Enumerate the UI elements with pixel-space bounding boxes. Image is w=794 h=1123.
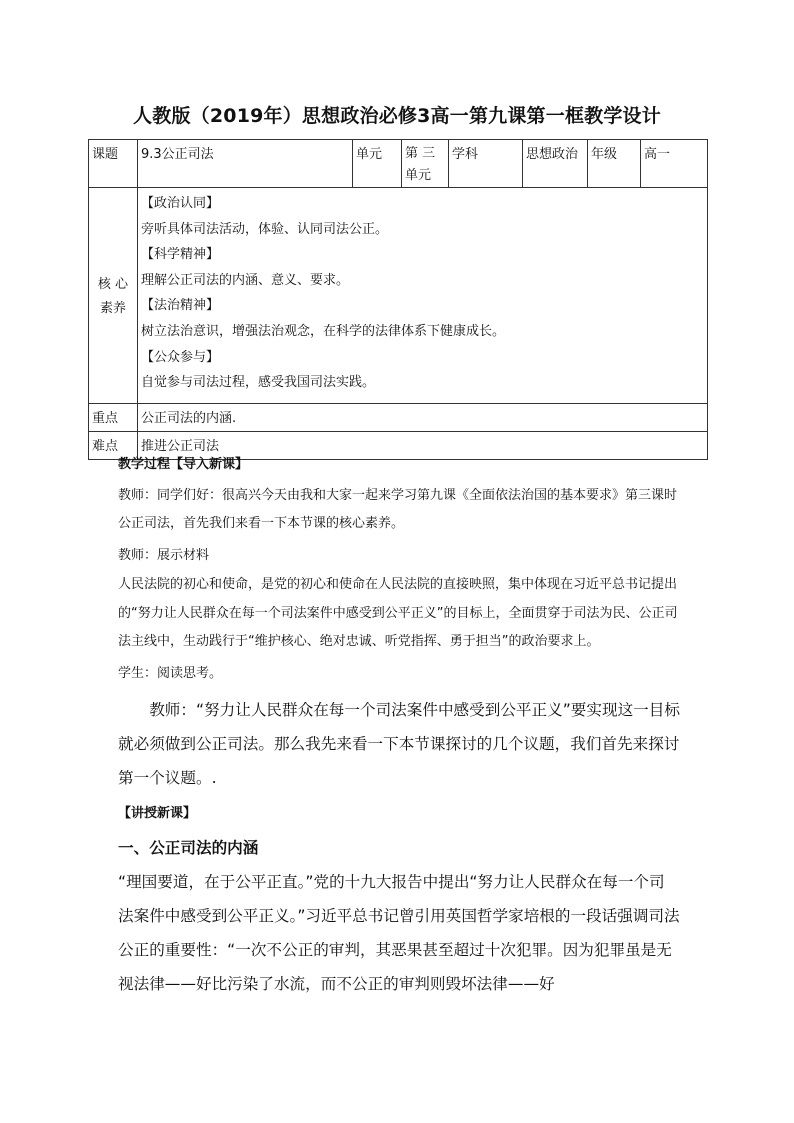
document-title: 人教版（2019年）思想政治必修3高一第九课第一框教学设计 — [133, 105, 661, 127]
core-line-scientific-spirit-text: 理解公正司法的内涵、意义、要求。 — [141, 272, 350, 288]
course-value: 9.3公正司法 — [138, 140, 353, 188]
process-heading — [118, 452, 680, 478]
process-heading-sub: 【导入新课】 — [170, 457, 249, 472]
paragraph-teacher-goal: 教师：“努力让人民群众在每一个司法案件中感受到公平正义”要实现这一目标就必须做到公正司法。那么我先来看一下本节课探讨的几个议题，我们首先来探讨第一个议题。. — [118, 700, 680, 787]
core-line-political-identity-text: 旁听具体司法活动，体验、认同司法公正。 — [141, 221, 389, 237]
paragraph-teacher-intro: 教师：同学们好：很高兴今天由我和大家一起来学习第九课《全面依法治国的基本要求》第三课时 公正司法，首先我们来看一下本节课的核心素养。 — [118, 488, 704, 531]
table-row-core-competency — [89, 188, 708, 404]
key-point-value: 公正司法的内涵. — [138, 404, 708, 432]
teaching-process-section — [118, 452, 704, 1001]
table-row-key-point — [89, 404, 708, 432]
new-lesson-heading: 【讲授新课】 — [118, 805, 197, 821]
grade-label: 年级 — [588, 140, 641, 188]
subject-value: 思想政治 — [523, 140, 588, 188]
paragraph-student-read: 学生：阅读思考。 — [118, 665, 223, 681]
grade-value: 高一 — [641, 140, 708, 188]
difficult-point-value: 推进公正司法 — [138, 432, 708, 460]
core-line-rule-of-law-text: 树立法治意识，增强法治观念，在科学的法律体系下健康成长。 — [141, 323, 506, 339]
paragraph-show-material: 教师：展示材料 — [118, 548, 210, 563]
process-heading-title: 教学过程 — [118, 457, 171, 472]
unit-value: 第 三 单元 — [402, 140, 449, 188]
core-label-line2: 素养 — [99, 301, 126, 316]
core-line-public-participation-text: 自觉参与司法过程，感受我国司法实践。 — [141, 375, 376, 391]
core-line-political-identity-heading: 【政治认同】 — [141, 196, 220, 211]
paragraph-connotation-text: “理国要道，在于公平正直。”党的十九大报告中提出“努力让人民群众在每一个司法案件中感受到公平正义。”习近平总书记曾引用英国哲学家培根的一段话强调司法公正的重要性：“一次不公正的审判，其恶果甚至超过十次犯罪。因为犯罪虽是无视法律——好比污染了水流，而不公正的审判则毁坏法律——好 — [118, 872, 680, 993]
subject-label: 学科 — [449, 140, 523, 188]
table-row-course — [89, 140, 708, 188]
core-line-public-participation-heading: 【公众参与】 — [141, 349, 220, 365]
core-line-rule-of-law-heading: 【法治精神】 — [141, 298, 220, 314]
section-heading-connotation: 一、公正司法的内涵 — [118, 838, 259, 857]
core-competency-label — [89, 188, 138, 404]
core-line-scientific-spirit-heading: 【科学精神】 — [141, 247, 220, 263]
paragraph-material-text: 人民法院的初心和使命，是党的初心和使命在人民法院的直接映照，集中体现在习近平总书记提出的“努力让人民群众在每一个司法案件中感受到公平正义”的目标上，全面贯穿于司法为民、公正司法主线中，生动践行于“维护核心、绝对忠诚、听党指挥、勇于担当”的政治要求上。 — [118, 577, 678, 649]
core-label-line1: 核 心 — [97, 277, 129, 292]
course-info-table — [88, 139, 708, 460]
difficult-point-label: 难点 — [89, 432, 138, 460]
course-label: 课题 — [89, 140, 138, 188]
key-point-label: 重点 — [89, 404, 138, 432]
core-competency-content — [138, 188, 708, 404]
unit-label: 单元 — [353, 140, 402, 188]
